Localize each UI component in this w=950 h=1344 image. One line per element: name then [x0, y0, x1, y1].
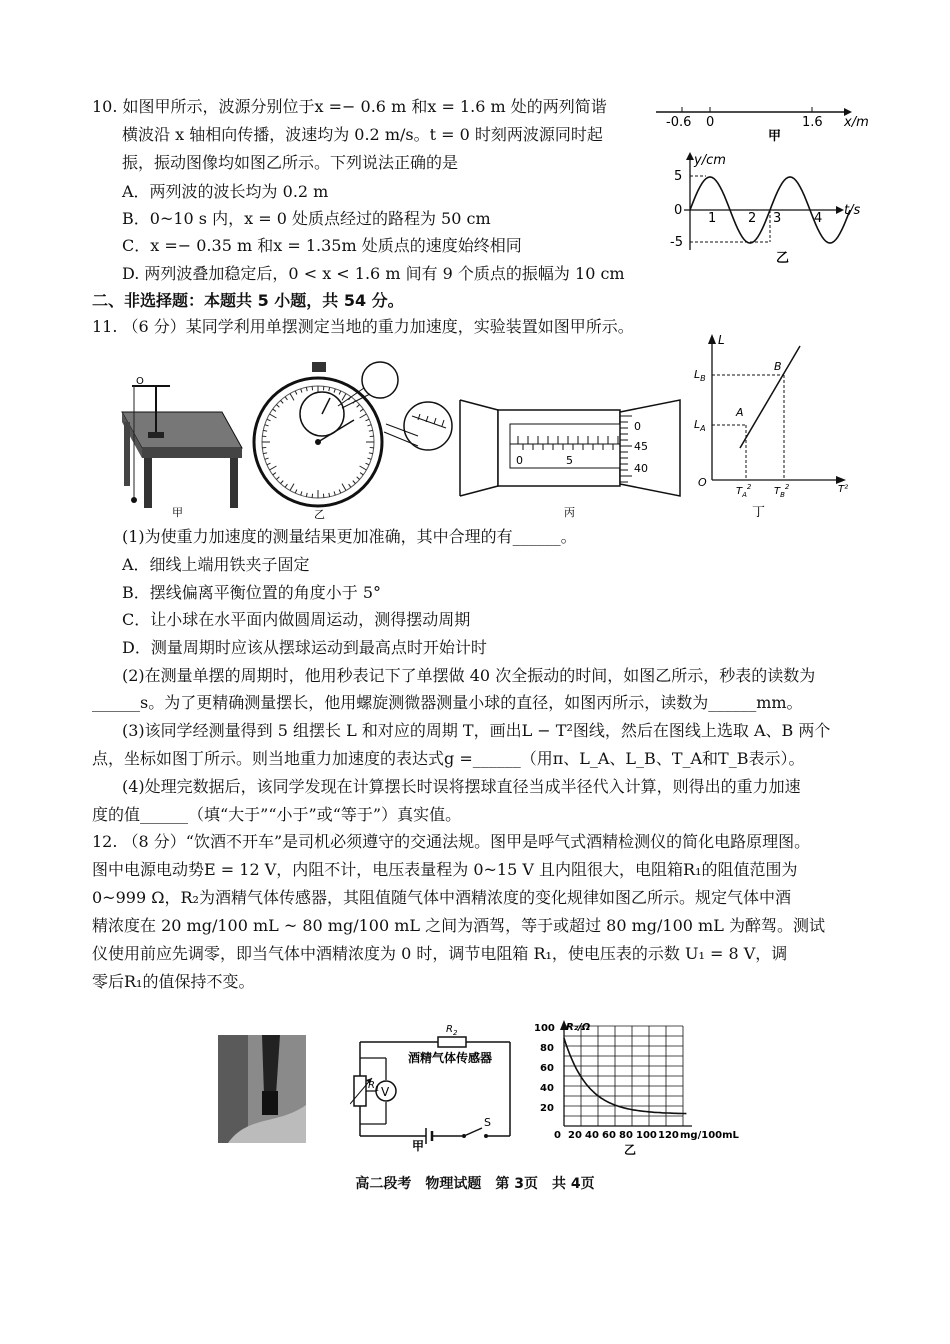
- yi-ytick-80: 80: [540, 1043, 554, 1054]
- q11-figure-ding-graph: [690, 330, 860, 525]
- q11-sub3-line1: (3)该同学经测量得到 5 组摆长 L 和对应的周期 T，画出L − T²图线，然后在图线上选取 A、B 两个: [122, 721, 831, 740]
- yi-ytick-neg5: -5: [670, 235, 683, 250]
- section-2-heading: 二、非选择题：本题共 5 小题，共 54 分。: [92, 291, 404, 310]
- yi-xlabel-mg: mg/100mL: [680, 1130, 739, 1141]
- yi-xtick-20: 20: [568, 1130, 582, 1141]
- jia-tick-neg06: -0.6: [666, 115, 692, 130]
- q11-sub2-line2: ______s。为了更精确测量摆长，他用螺旋测微器测量小球的直径，如图丙所示，读数为______mm。: [92, 693, 803, 712]
- q10-line-2: 横波沿 x 轴相向传播，波速均为 0.2 m/s。t = 0 时刻两波源同时起: [122, 125, 603, 144]
- q12-breathalyzer-photo: [218, 1035, 306, 1143]
- q10-option-d: D. 两列波叠加稳定后，0 < x < 1.6 m 间有 9 个质点的振幅为 10 cm: [122, 264, 625, 283]
- q11-sub2-line1: (2)在测量单摆的周期时，他用秒表记下了单摆做 40 次全振动的时间，如图乙所示，秒表的读数为: [122, 666, 816, 685]
- jia-tick-0: 0: [706, 115, 715, 130]
- yi-xtick-100: 100: [636, 1130, 657, 1141]
- q10-figure-yi: [660, 150, 870, 268]
- yi-xtick-60: 60: [602, 1130, 616, 1141]
- yi-xtick-40: 40: [585, 1130, 599, 1141]
- mic-sleeve-0: 0: [516, 454, 523, 467]
- q11-sub3-line2: 点，坐标如图丁所示。则当地重力加速度的表达式g =______（用π、L_A、L_B、T_A和T_B表示）。: [92, 749, 805, 768]
- jia-caption: 甲: [768, 129, 782, 144]
- q12-line-1: 12. （8 分）“饮酒不开车”是司机必须遵守的交通法规。图甲是呼气式酒精检测仪的简化电路原理图。: [92, 832, 811, 851]
- yi-ytick-5: 5: [674, 169, 683, 184]
- ding-point-B: B: [774, 360, 782, 373]
- r2-resistor: [438, 1037, 466, 1047]
- page-footer: 高二段考 物理试题 第 3页 共 4页: [355, 1176, 595, 1192]
- yi-ytick-0: 0: [674, 203, 683, 218]
- q10-option-a: A．两列波的波长均为 0.2 m: [122, 182, 329, 201]
- q12-caption-yi: 乙: [624, 1143, 637, 1157]
- q12-line-3: 0~999 Ω，R₂为酒精气体传感器，其阻值随气体中酒精浓度的变化规律如图乙所示。规定气体中酒: [92, 888, 791, 907]
- yi-ytick-20: 20: [540, 1103, 554, 1114]
- ding-xlabel: T²: [838, 484, 849, 495]
- ding-point-A: A: [736, 406, 744, 419]
- mic-sleeve-5: 5: [566, 454, 573, 467]
- q12-line-5: 仪使用前应先调零，即当气体中酒精浓度为 0 时，调节电阻箱 R₁，使电压表的示数 U₁ = 8 V，调: [92, 944, 788, 963]
- q12-line-6: 零后R₁的值保持不变。: [92, 972, 255, 991]
- r1-label: $R_1$: [368, 1080, 380, 1093]
- q11-sub4-line2: 度的值______（填“大于”“小于”或“等于”）真实值。: [92, 805, 462, 824]
- q11-title: 11. （6 分）某同学利用单摆测定当地的重力加速度，实验装置如图甲所示。: [92, 317, 634, 336]
- yi-ytick-60: 60: [540, 1063, 554, 1074]
- q11-figure-yi-stopwatch: [250, 358, 460, 523]
- q11-sub4-line1: (4)处理完数据后，该同学发现在计算摆长时误将摆球直径当成半径代入计算，则得出的重力加速: [122, 777, 801, 796]
- q11-caption-ding: 丁: [752, 505, 766, 520]
- q12-caption-jia: 甲: [412, 1139, 425, 1153]
- q11-sub1-option-c: C．让小球在水平面内做圆周运动，测得摆动周期: [122, 610, 471, 629]
- q10-option-c: C．x =− 0.35 m 和x = 1.35m 处质点的速度始终相同: [122, 236, 522, 255]
- yi-ylabel-r2: R₂/Ω: [566, 1022, 591, 1033]
- q10-option-b: B．0~10 s 内，x = 0 处质点经过的路程为 50 cm: [122, 209, 491, 228]
- q11-sub1-option-d: D．测量周期时应该从摆球运动到最高点时开始计时: [122, 638, 487, 657]
- ding-ylabel: L: [718, 333, 725, 347]
- q11-figure-bing-micrometer: [458, 392, 683, 522]
- q12-circuit-jia: [350, 1018, 520, 1153]
- q11-caption-jia: 甲: [172, 506, 183, 519]
- q10-figure-jia: [652, 98, 872, 144]
- yi-xtick-120: 120: [658, 1130, 679, 1141]
- q10-line-3: 振，振动图像均如图乙所示。下列说法正确的是: [122, 153, 459, 172]
- r2-label: $R_2$: [446, 1024, 458, 1037]
- yi-ytick-100: 100: [534, 1023, 555, 1034]
- yi-xtick-2: 2: [748, 211, 757, 226]
- yi-xtick-3: 3: [773, 211, 782, 226]
- q12-line-4: 精浓度在 20 mg/100 mL ~ 80 mg/100 mL 之间为酒驾，等于或超过 80 mg/100 mL 为醉驾。测试: [92, 916, 825, 935]
- q11-caption-yi: 乙: [314, 508, 325, 521]
- q11-caption-bing: 丙: [564, 506, 575, 519]
- switch-label: S: [484, 1116, 491, 1129]
- yi-xtick-1: 1: [708, 211, 717, 226]
- q11-figure-jia: [112, 362, 252, 522]
- mic-thimble-40: 40: [634, 462, 648, 475]
- yi-xtick-4: 4: [814, 211, 823, 226]
- yi-caption: 乙: [776, 251, 790, 266]
- mic-thimble-0: 0: [634, 420, 641, 433]
- voltmeter-label: V: [381, 1085, 390, 1099]
- q11-sub1-option-a: A．细线上端用铁夹子固定: [122, 555, 310, 574]
- jia-axis-label: x/m: [844, 115, 869, 130]
- ding-LA: $L_A$: [694, 418, 706, 433]
- jia-label-o: O: [136, 376, 144, 387]
- ding-TA: $T_A^2$: [736, 483, 752, 499]
- ding-origin: O: [698, 476, 707, 489]
- yi-xlabel: t/s: [844, 203, 861, 218]
- yi-xtick-0: 0: [554, 1130, 561, 1141]
- q11-sub1-option-b: B．摆线偏离平衡位置的角度小于 5°: [122, 583, 382, 602]
- ding-LB: $L_B$: [694, 368, 706, 383]
- yi-ylabel: y/cm: [694, 153, 726, 168]
- yi-ytick-40: 40: [540, 1083, 554, 1094]
- sensor-label: 酒精气体传感器: [408, 1051, 493, 1065]
- q12-line-2: 图中电源电动势E = 12 V，内阻不计，电压表量程为 0~15 V 且内阻很大，电阻箱R₁的阻值范围为: [92, 860, 798, 879]
- q11-sub1: (1)为使重力加速度的测量结果更加准确，其中合理的有______。: [122, 527, 577, 546]
- jia-tick-16: 1.6: [802, 115, 823, 130]
- yi-xtick-80: 80: [619, 1130, 633, 1141]
- mic-thimble-45: 45: [634, 440, 648, 453]
- q10-line-1: 10. 如图甲所示，波源分别位于x =− 0.6 m 和x = 1.6 m 处的两列简谐: [92, 97, 607, 116]
- ding-TB: $T_B^2$: [774, 483, 790, 499]
- q12-graph-yi: [532, 1018, 752, 1158]
